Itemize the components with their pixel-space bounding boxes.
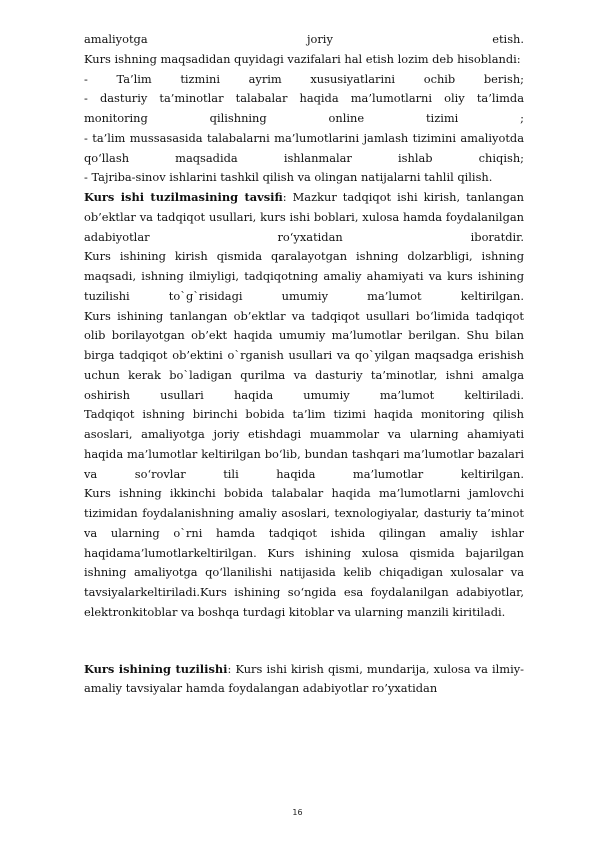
- paragraph: Kurs ishining tanlangan ob’ektlar va tadqiqot usullari bo‘limida tadqiqot olib borilayotgan ob’ekt haqida umumiy ma’lumotlar berilgan. Shu bilan birga tadqiqot ob’ektini o`rganish usullari va qo`yilgan maqsadga erishish uchun kerak bo`ladigan qurilma va dasturiy ta’minotlar, ishni amalga oshirish usullari haqida umumiy ma’lumot keltiriladi.: [84, 308, 524, 402]
- section-heading: Kurs ishining tuzilishi: [84, 661, 228, 676]
- paragraph-text: : Mazkur tadqiqot ishi kirish, tanlangan ob’ektlar va tadqiqot usullari, kurs ishi boblari, xulosa hamda foydalanilgan adabiyotlar ro‘yxatidan iboratdir.: [84, 190, 524, 244]
- paragraph: Tadqiqot ishning birinchi bobida ta’lim tizimi haqida monitoring qilish asoslari, amaliyotga joriy etishdagi muammolar va ularning ahamiyati haqida ma’lumotlar keltirilgan bo‘lib, bundan tashqari ma’lumotlar bazalari va so‘rovlar tili haqida ma’lumotlar keltirilgan.: [84, 407, 524, 481]
- paragraph: Kurs ishning ikkinchi bobida talabalar haqida ma’lumotlarni jamlovchi tizimidan foydalanishning amaliy asoslari, texnologiyalar, dasturiy ta’minot va ularning o`rni hamda tadqiqot ishida qilingan amaliy ishlar haqidama’lumotlarkeltirilgan. Kurs ishining xulosa qismida bajarilgan ishning amaliyotga qo‘llanilishi natijasida kelib chiqadigan xulosalar va tavsiyalarkeltiriladi.Kurs ishining so‘ngida esa foydalanilgan adabiyotlar, elektronkitoblar va boshqa turdagi kitoblar va ularning manzili kiritiladi.: [84, 486, 524, 619]
- document-body: [84, 30, 524, 699]
- paragraph: amaliyotga joriy etish.: [84, 32, 524, 46]
- paragraph: [84, 660, 524, 700]
- list-item: - Ta’lim tizmini ayrim xususiyatlarini ochib berish;: [84, 71, 524, 86]
- list-item: - ta’lim mussasasida talabalarni ma’lumotlarini jamlash tizimini amaliyotda qo‘llash maqsadida ishlanmalar ishlab chiqish;: [84, 130, 524, 165]
- list-item: - dasturiy ta’minotlar talabalar haqida ma’lumotlarni oliy ta’limda monitoring qilishning online tizimi ;: [84, 91, 524, 125]
- paragraph: Kurs ishning maqsadidan quyidagi vazifalari hal etish lozim deb hisoblandi:: [84, 51, 521, 66]
- spacer: [84, 623, 524, 660]
- paragraph: [84, 188, 524, 247]
- paragraph-text: : Kurs ishi kirish qismi, mundarija, xulosa va ilmiy-amaliy tavsiyalar hamda foydalangan adabiyotlar ro’yxatidan: [84, 661, 525, 696]
- paragraph: Kurs ishining kirish qismida qaralayotgan ishning dolzarbligi, ishning maqsadi, ishning ilmiyligi, tadqiqotning amaliy ahamiyati va kurs ishining tuzilishi to`g`risidagi umumiy ma’lumot keltirilgan.: [84, 249, 524, 303]
- section-heading: Kurs ishi tuzilmasining tavsifi: [84, 190, 283, 204]
- page-number: 16: [292, 808, 303, 817]
- list-item: - Tajriba-sinov ishlarini tashkil qilish va olingan natijalarni tahlil qilish.: [84, 170, 493, 185]
